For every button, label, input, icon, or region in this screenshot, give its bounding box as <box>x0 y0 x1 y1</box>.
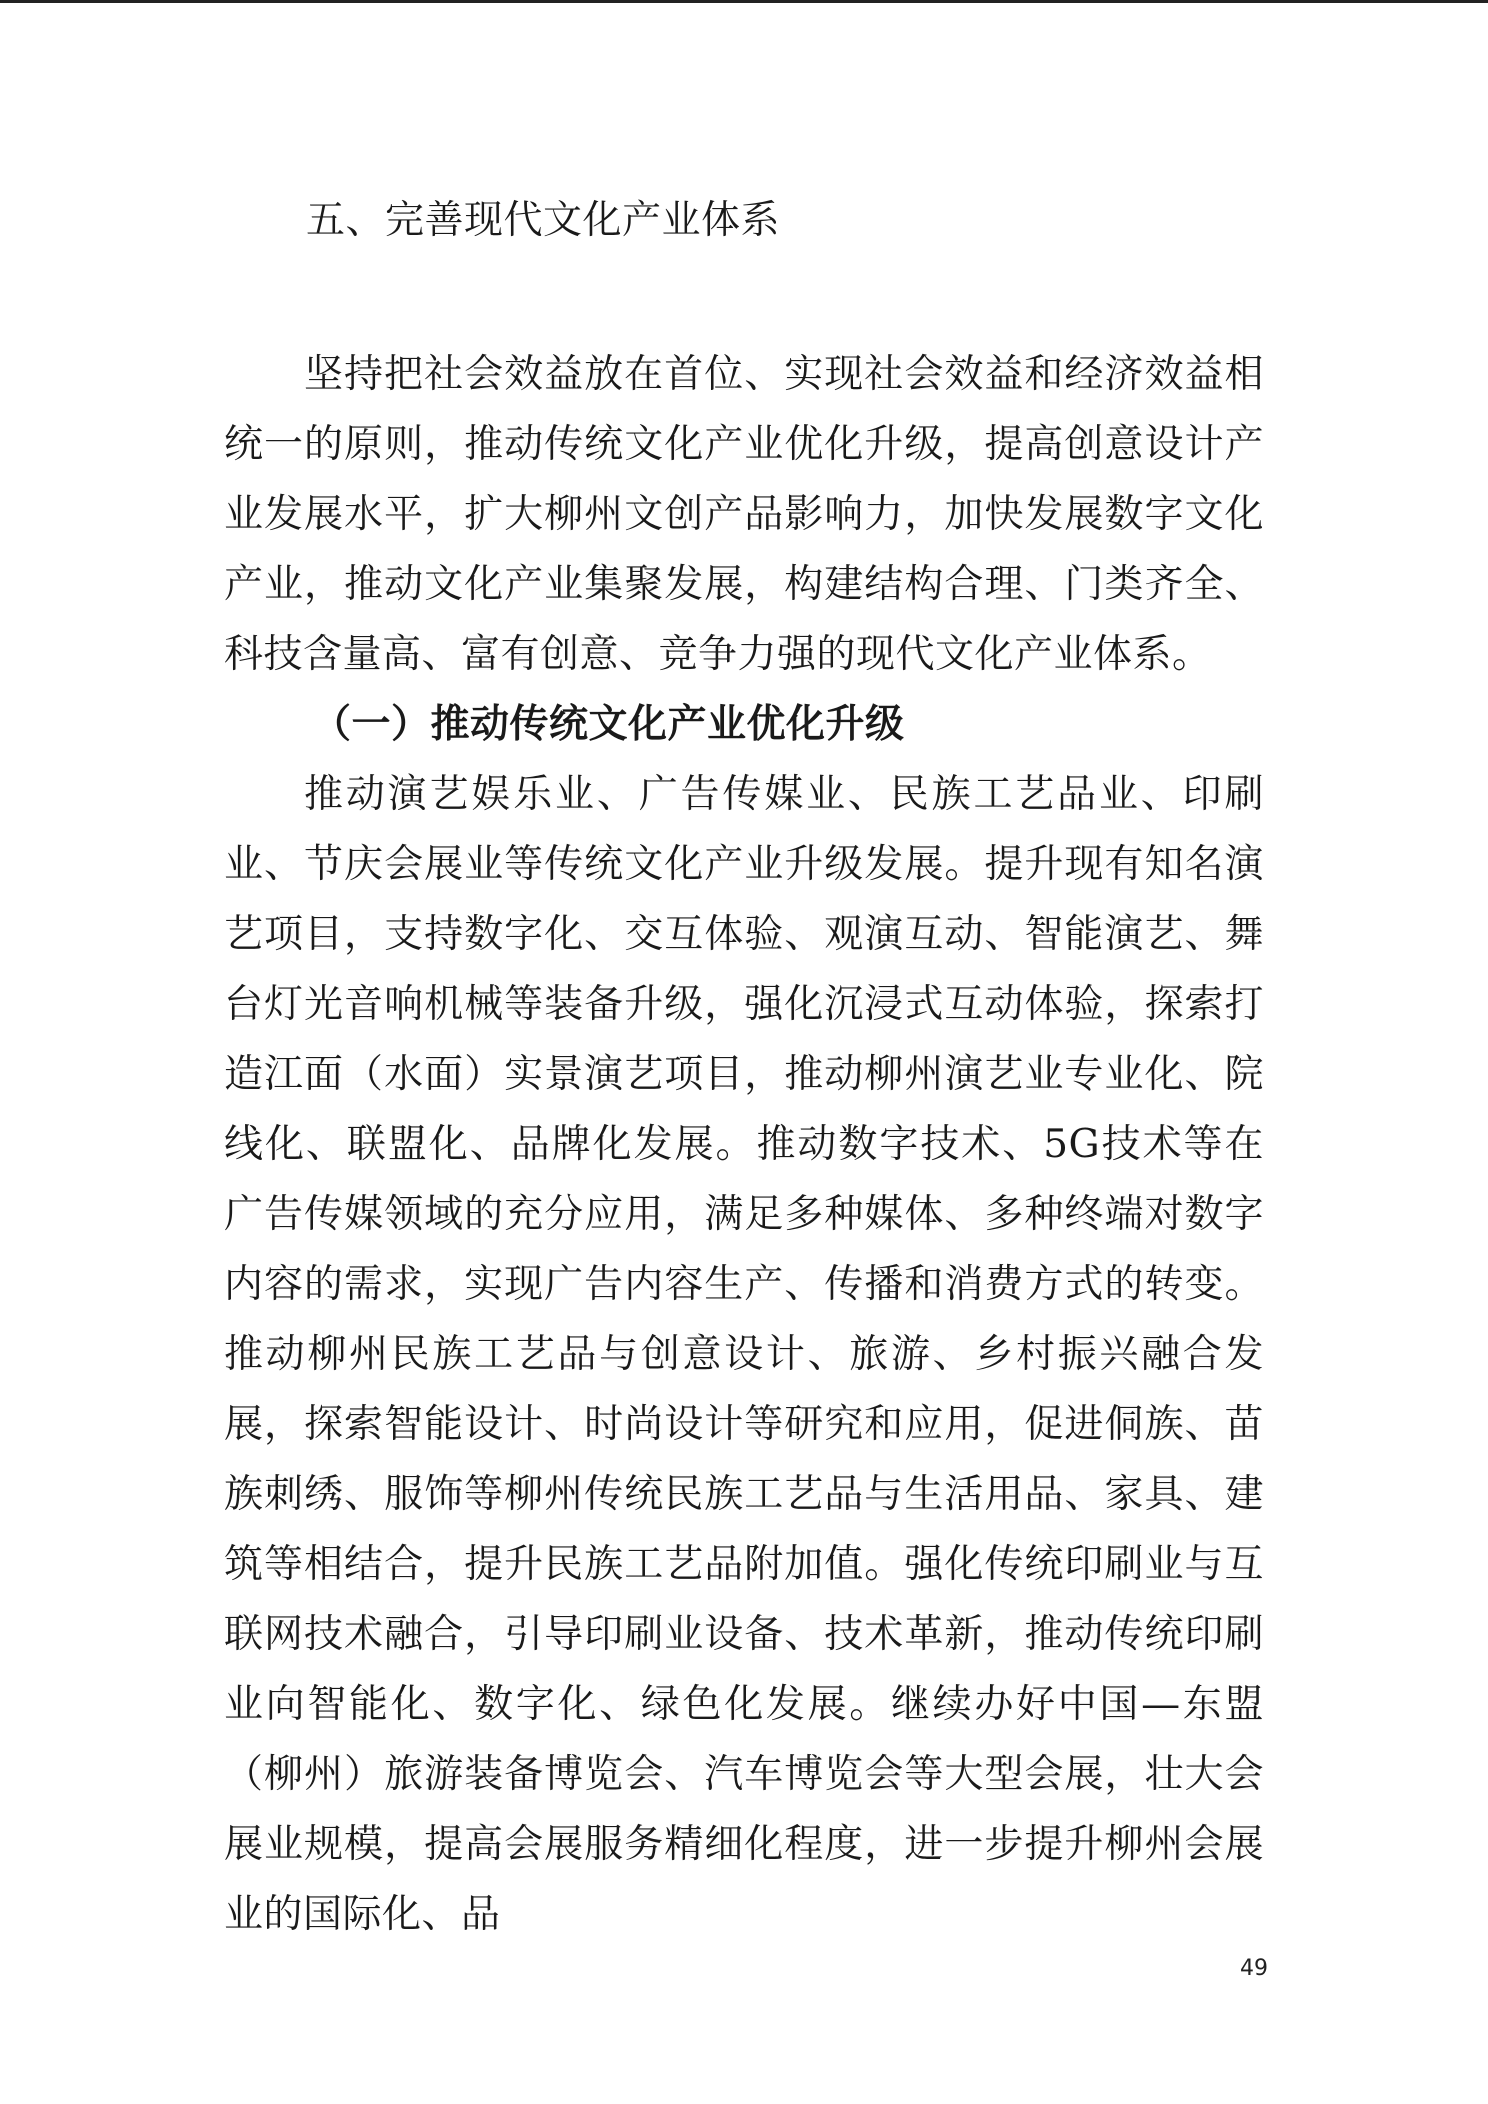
subsection-heading: （一）推动传统文化产业优化升级 <box>312 702 905 747</box>
document-body <box>224 186 1264 1950</box>
heading-spacer <box>224 256 1264 340</box>
page-number: 49 <box>1240 1956 1268 1981</box>
section-heading: 五、完善现代文化产业体系 <box>306 198 781 243</box>
subsection-body-paragraph: 推动演艺娱乐业、广告传媒业、民族工艺品业、印刷业、节庆会展业等传统文化产业升级发展。提升现有知名演艺项目，支持数字化、交互体验、观演互动、智能演艺、舞台灯光音响机械等装备升级，强化沉浸式互动体验，探索打造江面（水面）实景演艺项目，推动柳州演艺业专业化、院线化、联盟化、品牌化发展。推动数字技术、5G技术等在广告传媒领域的充分应用，满足多种媒体、多种终端对数字内容的需求，实现广告内容生产、传播和消费方式的转变。推动柳州民族工艺品与创意设计、旅游、乡村振兴融合发展，探索智能设计、时尚设计等研究和应用，促进侗族、苗族刺绣、服饰等柳州传统民族工艺品与生活用品、家具、建筑等相结合，提升民族工艺品附加值。强化传统印刷业与互联网技术融合，引导印刷业设备、技术革新，推动传统印刷业向智能化、数字化、绿色化发展。继续办好中国—东盟（柳州）旅游装备博览会、汽车博览会等大型会展，壮大会展业规模，提高会展服务精细化程度，进一步提升柳州会展业的国际化、品 <box>224 772 1264 1937</box>
section-intro-paragraph: 坚持把社会效益放在首位、实现社会效益和经济效益相统一的原则，推动传统文化产业优化升级，提高创意设计产业发展水平，扩大柳州文创产品影响力，加快发展数字文化产业，推动文化产业集聚发展，构建结构合理、门类齐全、科技含量高、富有创意、竞争力强的现代文化产业体系。 <box>224 352 1264 677</box>
page-top-border <box>0 0 1488 3</box>
